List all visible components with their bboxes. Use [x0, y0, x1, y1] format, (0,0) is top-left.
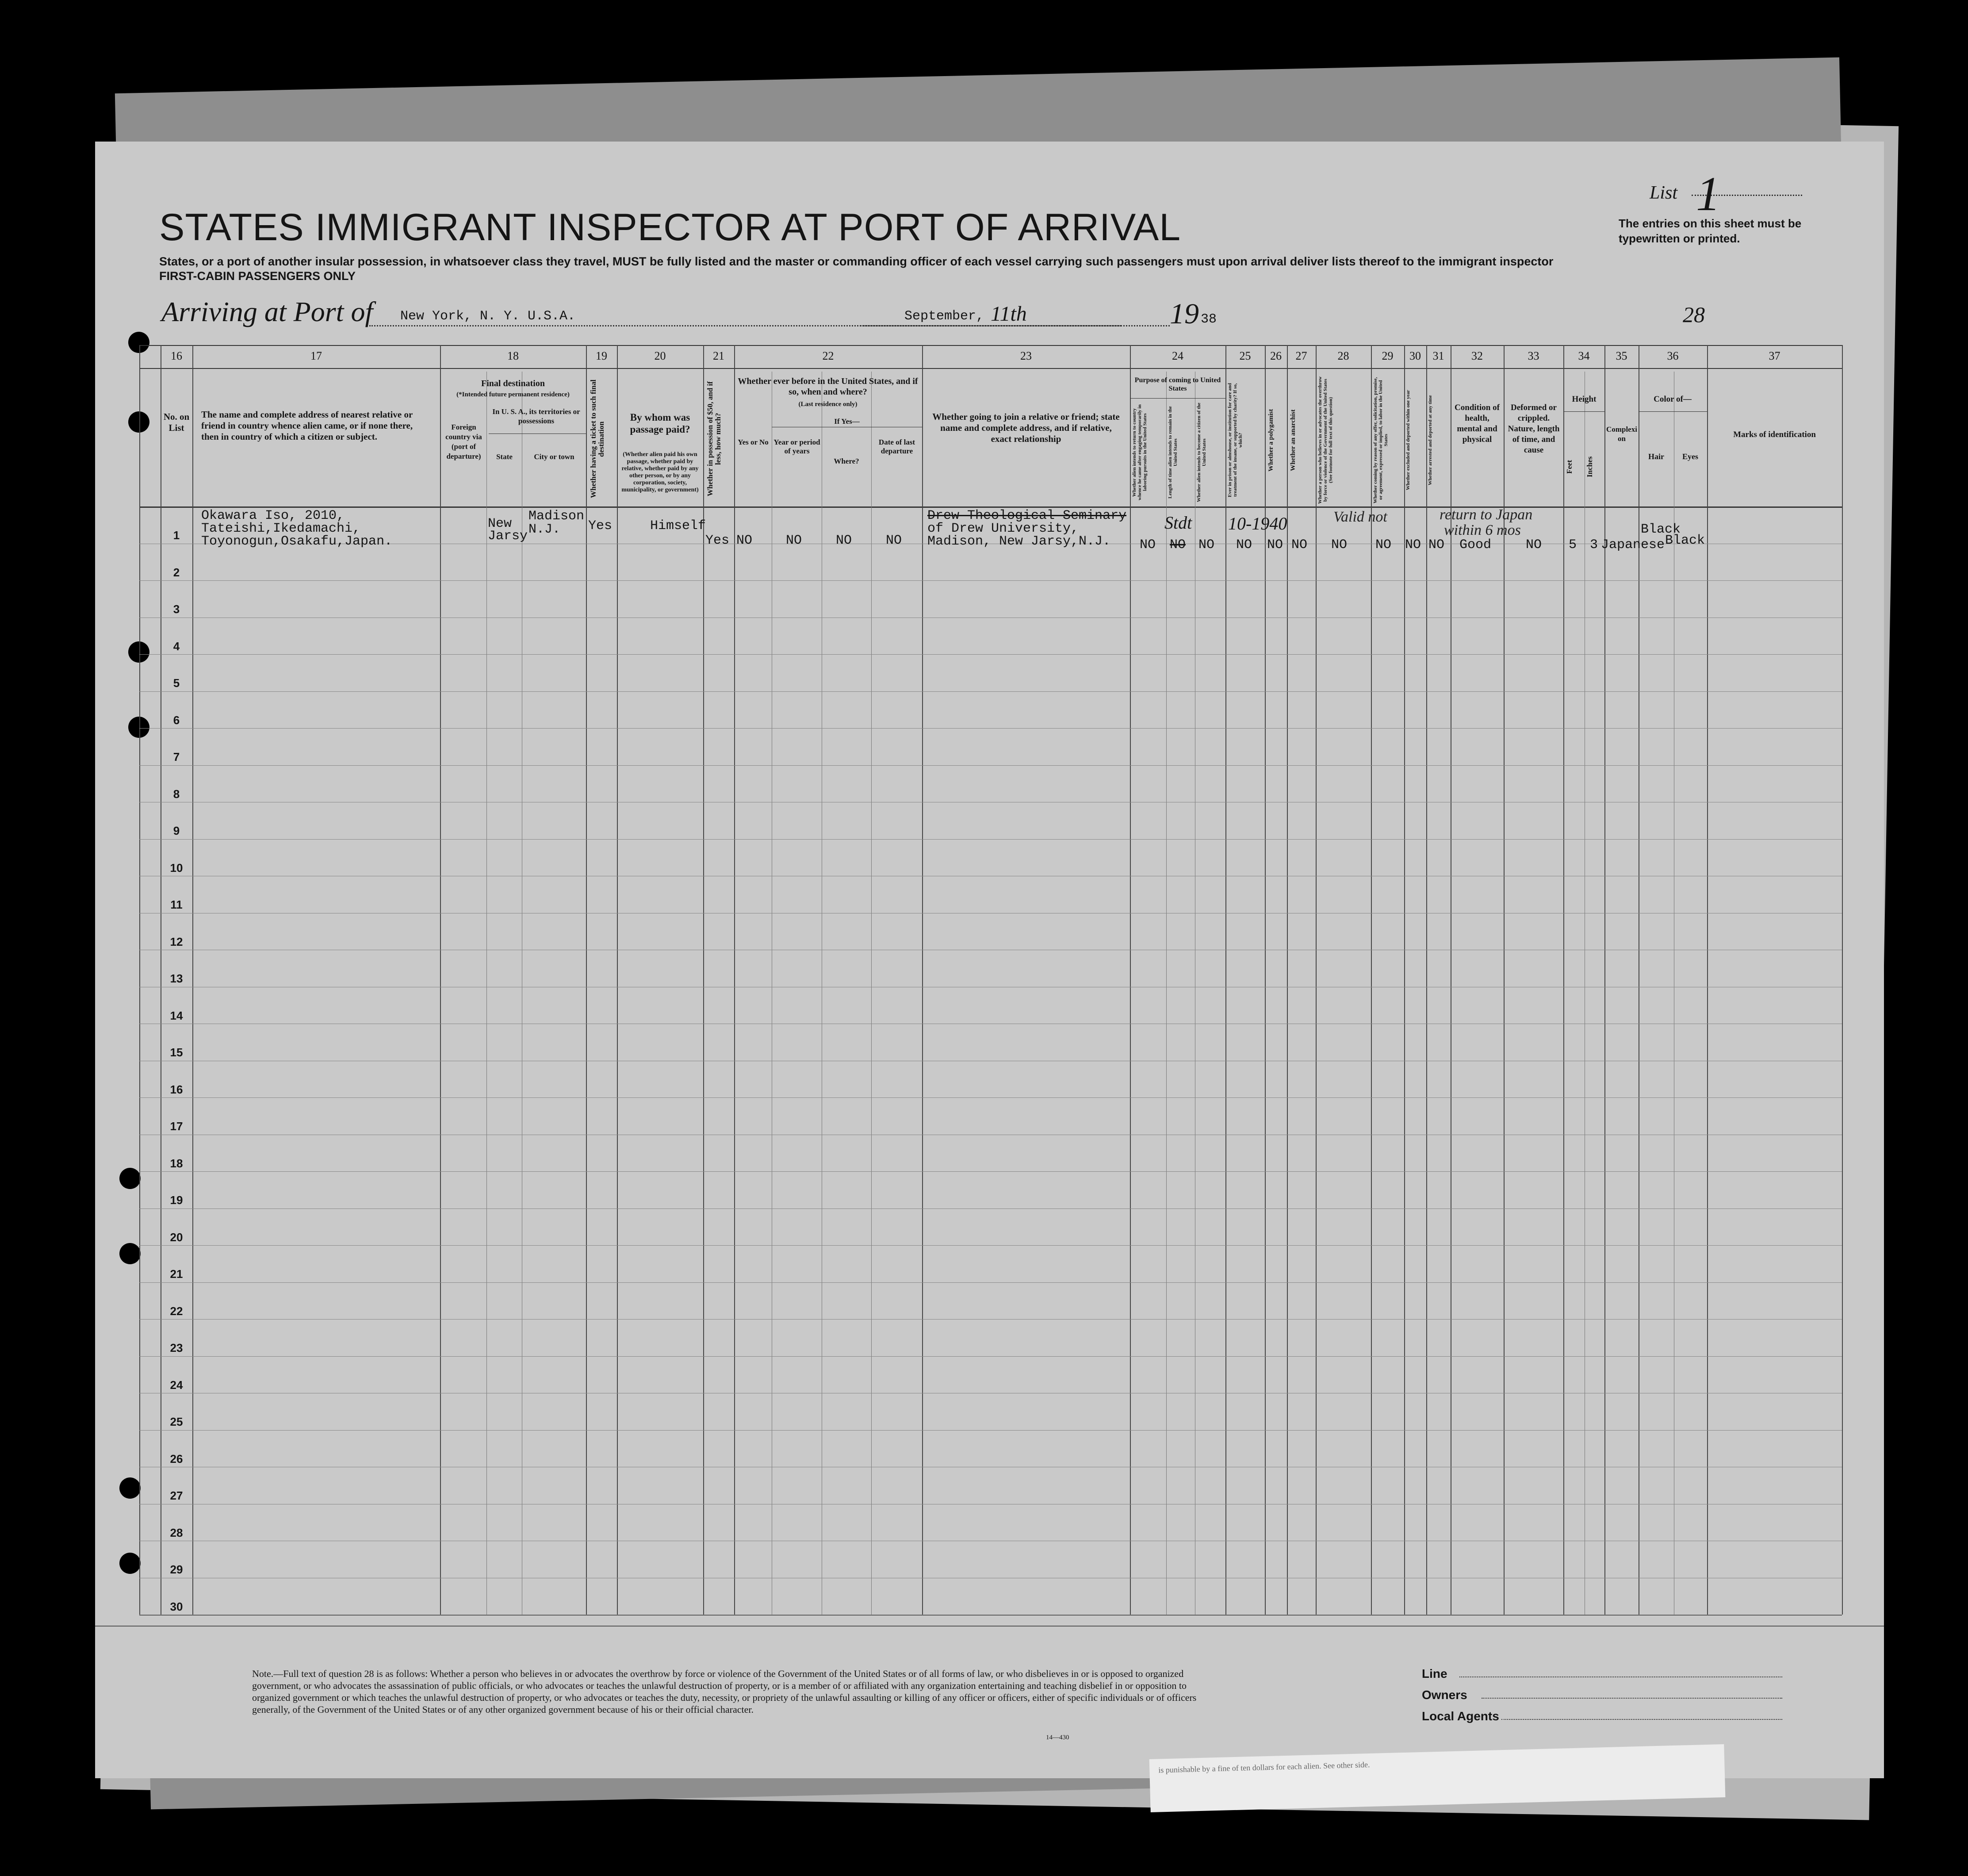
row-number: 3 — [173, 602, 180, 616]
header-marks: Marks of identification — [1733, 430, 1816, 439]
column-divider — [1130, 345, 1131, 1615]
row-number: 26 — [170, 1452, 183, 1466]
city-line: N.J. — [528, 522, 561, 537]
row-number: 15 — [170, 1046, 183, 1059]
column-divider — [1563, 345, 1564, 1615]
column-divider — [486, 372, 487, 1615]
col-number-35: 35 — [1616, 349, 1627, 362]
purpose-return: NO — [1140, 537, 1156, 552]
row-rule — [139, 580, 1842, 581]
header-feet: Feet — [1565, 460, 1574, 474]
final-state — [488, 518, 528, 542]
footer-rule — [95, 1626, 1884, 1627]
col-number-16: 16 — [171, 349, 182, 362]
height-inches: 3 — [1590, 537, 1598, 552]
row-number: 23 — [170, 1341, 183, 1354]
header-state: State — [496, 453, 513, 461]
row-number: 29 — [170, 1563, 183, 1576]
annotation-handwritten-1: Valid not — [1333, 509, 1387, 525]
before-where: NO — [836, 533, 852, 548]
height-feet: 5 — [1569, 537, 1577, 552]
offer-value: NO — [1375, 537, 1392, 552]
overthrow-value: NO — [1331, 537, 1348, 552]
complexion-value: Japanese — [1601, 537, 1665, 552]
instructions — [159, 254, 1641, 284]
column-divider — [1404, 345, 1405, 1615]
list-number: 1 — [1696, 167, 1720, 221]
row-number: 24 — [170, 1378, 183, 1392]
year-prefix: 19 — [1170, 298, 1199, 330]
column-number-rule — [139, 368, 1842, 369]
arriving-label: Arriving at Port of — [161, 296, 373, 327]
header-inches: Inches — [1585, 456, 1594, 477]
row-rule — [139, 691, 1842, 692]
punch-hole — [119, 1243, 141, 1264]
row-number: 11 — [170, 898, 183, 911]
state-line: New — [488, 516, 512, 531]
header-excluded: Whether excluded and deported within one year — [1405, 390, 1411, 491]
excluded-value: NO — [1405, 537, 1421, 552]
state-line: Jarsy — [488, 529, 528, 544]
col-number-26: 26 — [1270, 349, 1282, 362]
row-number: 28 — [170, 1526, 183, 1539]
header-purpose-length: Length of time alien intends to remain in the United States — [1168, 406, 1178, 499]
row-rule — [139, 654, 1842, 655]
col-number-25: 25 — [1239, 349, 1251, 362]
row-number: 10 — [170, 861, 183, 875]
col-number-18: 18 — [507, 349, 519, 362]
row-rule — [139, 765, 1842, 766]
col-number-32: 32 — [1471, 349, 1483, 362]
form-number: 14—430 — [1046, 1734, 1069, 1741]
polygamist-value: NO — [1267, 537, 1283, 552]
header-before-in-us-sub: (Last residence only) — [798, 401, 858, 408]
subheader-rule — [1639, 411, 1707, 412]
agents-signature-rule — [1501, 1719, 1782, 1720]
header-bottom-rule — [139, 506, 1842, 508]
header-joining: Whether going to join a relative or friend; state name and complete address, and if relative, exact relationship — [932, 411, 1120, 444]
column-divider — [139, 345, 140, 1615]
subheader-rule — [1563, 411, 1604, 412]
col-number-27: 27 — [1295, 349, 1307, 362]
relative-line: Toyonogun,Osakafu,Japan. — [201, 534, 393, 549]
column-divider — [192, 345, 193, 1615]
before-yes-no: NO — [736, 533, 753, 548]
header-yes-no: Yes or No — [738, 438, 769, 446]
joining-line: Drew Theological Seminary — [927, 508, 1127, 523]
final-city — [528, 510, 584, 536]
row-number: 8 — [173, 787, 180, 801]
col-number-21: 21 — [713, 349, 724, 362]
column-divider — [1316, 345, 1317, 1615]
list-label: List — [1650, 183, 1678, 203]
underlying-page-text: is punishable by a fine of ten dollars for each alien. See other side. — [1158, 1760, 1370, 1775]
before-years: NO — [786, 533, 802, 548]
column-divider — [1225, 345, 1226, 1615]
row-rule — [139, 1097, 1842, 1098]
col-number-34: 34 — [1578, 349, 1590, 362]
page-title: STATES IMMIGRANT INSPECTOR AT PORT OF ARRIVAL — [159, 206, 1181, 249]
row-number: 19 — [170, 1193, 183, 1207]
header-prison: Ever in prison or almshouse, or institution for care and treatment of the insane, or supported by charity? If so, which? — [1227, 383, 1243, 498]
date-handwritten: 11th — [991, 302, 1027, 326]
header-height: Height — [1572, 395, 1597, 404]
prison-handwritten: 10-1940 — [1228, 514, 1287, 533]
row-number: 30 — [170, 1600, 183, 1613]
row-number: 5 — [173, 676, 180, 690]
header-purpose-citizen: Whether alien intends to become a citizen of the United States — [1196, 403, 1207, 502]
table-top-border — [139, 345, 1842, 346]
manifest-table — [139, 345, 1842, 1615]
col-number-36: 36 — [1667, 349, 1679, 362]
hair-value: Black — [1641, 522, 1681, 537]
header-fifty-dollars: Whether in possession of $50, and if less, how much? — [706, 381, 722, 497]
col-number-23: 23 — [1020, 349, 1032, 362]
owners-signature-rule — [1482, 1698, 1782, 1699]
joining-line: Madison, New Jarsy,N.J. — [927, 534, 1111, 549]
row-number: 25 — [170, 1415, 183, 1428]
purpose-length-handwritten: Stdt — [1164, 513, 1192, 533]
row-number: 20 — [170, 1230, 183, 1244]
col-number-17: 17 — [310, 349, 322, 362]
header-arrested: Whether arrested and deported at any time — [1428, 395, 1433, 485]
punch-hole — [119, 1553, 141, 1574]
row-number: 16 — [170, 1082, 183, 1096]
paid-by-value: Himself — [650, 518, 706, 533]
year-suffix: 38 — [1201, 312, 1217, 327]
column-divider — [1371, 345, 1372, 1615]
row-number: 1 — [173, 529, 180, 542]
header-color: Color of— — [1654, 395, 1692, 404]
column-divider — [617, 345, 618, 1615]
deformed-value: NO — [1526, 537, 1542, 552]
row-number: 18 — [170, 1156, 183, 1170]
line-label: Line — [1422, 1667, 1447, 1680]
header-ticket: Whether having a ticket to such final destination — [589, 380, 605, 499]
col-number-19: 19 — [596, 349, 607, 362]
col-number-28: 28 — [1337, 349, 1349, 362]
header-purpose: Purpose of coming to United States — [1134, 376, 1221, 392]
row-number: 12 — [170, 935, 183, 948]
relative-line: Okawara Iso, 2010, — [201, 508, 345, 523]
joining-address — [927, 510, 1126, 548]
entries-note: The entries on this sheet must be typewritten or printed. — [1619, 217, 1802, 245]
local-agents-label: Local Agents — [1422, 1709, 1499, 1723]
instructions-line-1: States, or a port of another insular possession, in whatsoever class they travel, MUST be fully listed and the master or commanding officer of each vessel carrying such passengers must upon arrival deliver lists thereof to the immigrant inspector — [159, 255, 1554, 268]
signature-block — [1422, 1663, 1499, 1727]
column-divider — [1842, 345, 1843, 1615]
header-years: Year or period of years — [773, 438, 820, 455]
relative-line: Tateishi,Ikedamachi, — [201, 521, 361, 536]
manifest-sheet — [95, 142, 1884, 1778]
health-value: Good — [1459, 537, 1492, 552]
punch-hole — [119, 1477, 141, 1499]
port-value: New York, N. Y. U.S.A. — [400, 309, 576, 324]
row-rule — [139, 1319, 1842, 1320]
row-number: 9 — [173, 824, 180, 837]
column-divider — [1707, 345, 1708, 1615]
header-before-in-us: Whether ever before in the United States, and if so, when and where? — [738, 376, 918, 397]
header-hair: Hair — [1648, 452, 1664, 461]
header-if-yes: If Yes— — [834, 417, 860, 426]
header-final-destination-sub: (*Intended future permanent residence) — [456, 391, 570, 398]
row-number: 14 — [170, 1009, 183, 1022]
header-passage-paid: By whom was passage paid? — [630, 412, 690, 435]
column-divider — [1265, 345, 1266, 1615]
header-eyes: Eyes — [1682, 452, 1698, 461]
row-rule — [139, 1245, 1842, 1246]
row-number: 4 — [173, 639, 180, 653]
header-polygamist: Whether a polygamist — [1267, 409, 1275, 472]
annotation-handwritten-3: within 6 mos — [1444, 522, 1521, 538]
header-date-departure: Date of last departure — [878, 438, 915, 455]
header-complexion: Complexion — [1606, 425, 1637, 443]
joining-line: of Drew University, — [927, 521, 1079, 536]
column-divider — [586, 345, 587, 1615]
date-typed: September, — [904, 309, 984, 324]
city-line: Madison — [528, 509, 585, 524]
row-number: 21 — [170, 1267, 183, 1281]
header-health: Condition of health, mental and physical — [1455, 403, 1500, 444]
header-deformed: Deformed or crippled. Nature, length of time, and cause — [1508, 403, 1560, 455]
row-number: 6 — [173, 713, 180, 727]
col-number-31: 31 — [1432, 349, 1444, 362]
punch-hole — [119, 1168, 141, 1189]
col-number-20: 20 — [654, 349, 666, 362]
row-number: 27 — [170, 1489, 183, 1502]
before-date: NO — [886, 533, 902, 548]
col-number-24: 24 — [1172, 349, 1183, 362]
header-overthrow: Whether a person who believes in or advocates the overthrow by force or violence of the Government of the United States (See footnote for full text of this question) — [1317, 376, 1333, 504]
purpose-citizen: NO — [1198, 537, 1215, 552]
header-foreign-country: Foreign country via (port of departure) — [445, 423, 482, 460]
row-rule — [139, 1356, 1842, 1357]
page-number: 28 — [1683, 302, 1705, 327]
header-purpose-return: Whether alien intends to return to country whence he came after engaging temporarily in laboring pursuits in the United States — [1132, 404, 1148, 500]
annotation-handwritten-2: return to Japan — [1440, 506, 1533, 523]
row-rule — [139, 839, 1842, 840]
column-divider — [1287, 345, 1288, 1615]
row-rule — [139, 1208, 1842, 1209]
eyes-value: Black — [1665, 533, 1705, 548]
row-number: 13 — [170, 972, 183, 985]
header-passage-paid-sub: (Whether alien paid his own passage, whether paid by relative, whether paid by any other person, or by any corporation, society, municipality, or government) — [621, 451, 699, 493]
prison-value: NO — [1236, 537, 1252, 552]
header-city: City or town — [534, 453, 574, 461]
column-divider — [440, 345, 441, 1615]
column-divider — [922, 345, 923, 1615]
row-number: 22 — [170, 1304, 183, 1318]
footer-note: Note.—Full text of question 28 is as follows: Whether a person who believes in or advocates the overthrow by force or violence of the Government of the United States or of all forms of law, or who disbelieves in or is opposed to organized government, or who advocates the assassination of public officials, or who advocates or teaches the unlawful destruction of property, or is a member of or affiliated with any organization entertaining and teaching disbelief in or opposition to organized government or which teaches the unlawful destruction of property, or who advocates or teaches the duty, necessity, or propriety of the unlawful assaulting or killing of any officer or officers, either of specific individuals or of officers generally, of the Government of the United States or of any other organized government because of his or their official character. — [252, 1668, 1197, 1715]
ticket-value: Yes — [588, 518, 613, 533]
column-divider — [703, 345, 704, 1615]
arrested-value: NO — [1428, 537, 1445, 552]
header-offer: Whether coming by reason of any offer, solicitation, promise, or agreement, expressed or implied, to labor in the United States — [1373, 377, 1389, 503]
header-where: Where? — [834, 457, 859, 465]
relative-address — [201, 510, 392, 548]
subheader-rule — [1130, 398, 1225, 399]
col-number-29: 29 — [1382, 349, 1394, 362]
col-number-37: 37 — [1769, 349, 1780, 362]
anarchist-value: NO — [1291, 537, 1308, 552]
column-divider — [871, 372, 872, 1615]
row-rule — [139, 728, 1842, 729]
header-relative: The name and complete address of nearest relative or friend in country whence alien came, or if none there, then in country of which a citizen or subject. — [201, 409, 413, 442]
col-number-22: 22 — [822, 349, 834, 362]
column-divider — [1166, 372, 1167, 1615]
fifty-value: Yes — [705, 533, 730, 548]
purpose-length: NO — [1170, 537, 1186, 552]
col-number-33: 33 — [1528, 349, 1539, 362]
col-number-30: 30 — [1409, 349, 1421, 362]
column-divider — [734, 345, 735, 1615]
column-divider — [1604, 345, 1605, 1615]
row-number: 7 — [173, 750, 180, 763]
row-rule — [139, 1430, 1842, 1431]
header-anarchist: Whether an anarchist — [1290, 409, 1297, 471]
header-in-usa: In U. S. A., its territories or possessions — [492, 407, 580, 425]
row-rule — [139, 1282, 1842, 1283]
row-rule — [139, 1171, 1842, 1172]
row-number: 17 — [170, 1120, 183, 1133]
column-divider — [1426, 345, 1427, 1615]
owners-label: Owners — [1422, 1688, 1467, 1702]
header-final-destination: Final destination — [481, 379, 545, 388]
row-number: 2 — [173, 565, 180, 579]
header-no-on-list: No. on List — [163, 411, 190, 433]
instructions-line-2: FIRST-CABIN PASSENGERS ONLY — [159, 269, 356, 283]
